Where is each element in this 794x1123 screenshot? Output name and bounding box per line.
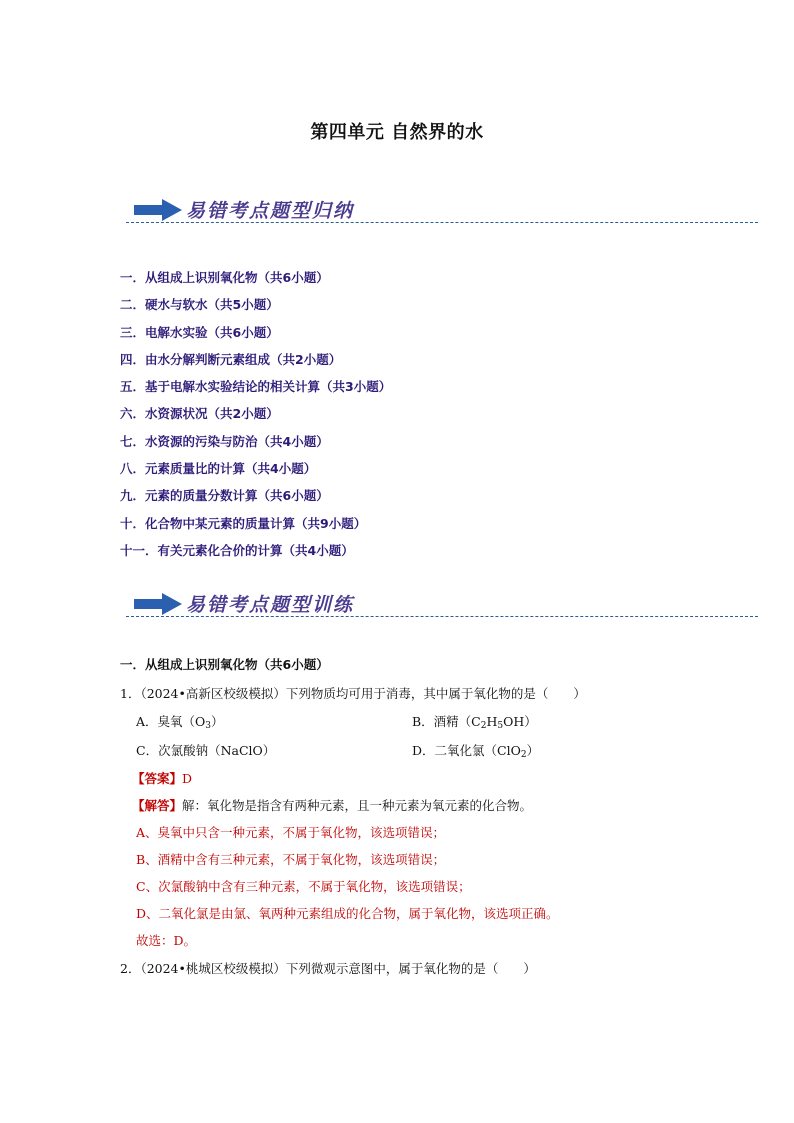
toc-item: 一．从组成上识别氧化物（共6小题） <box>120 270 329 285</box>
toc-item: 四．由水分解判断元素组成（共2小题） <box>120 351 342 367</box>
analysis-tag: 【解答】 <box>132 798 183 813</box>
summary-banner-text: 易错考点题型归纳 <box>186 200 355 222</box>
banner-divider <box>126 616 758 617</box>
section-heading: 一．从组成上识别氧化物（共6小题） <box>120 657 329 672</box>
toc-item: 五．基于电解水实验结论的相关计算（共3小题） <box>120 379 392 395</box>
explanation-d: D、二氧化氯是由氯、氧两种元素组成的化合物，属于氧化物，该选项正确。 <box>136 906 559 921</box>
training-banner <box>126 590 758 624</box>
topic-list <box>120 268 391 568</box>
toc-item: 九．元素的质量分数计算（共6小题） <box>120 488 329 504</box>
toc-item: 三．电解水实验（共6小题） <box>120 324 279 340</box>
toc-item: 十．化合物中某元素的质量计算（共9小题） <box>120 515 367 531</box>
choice-line: 故选：D。 <box>136 933 197 948</box>
toc-item: 七．水资源的污染与防治（共4小题） <box>120 433 329 449</box>
summary-banner <box>126 196 758 230</box>
toc-item: 十一．有关元素化合价的计算（共4小题） <box>120 542 354 558</box>
analysis-line <box>132 796 532 814</box>
explanation-a: A、臭氧中只含一种元素，不属于氧化物，该选项错误； <box>136 825 446 840</box>
right-arrow-icon <box>134 199 182 221</box>
answer-line <box>132 769 192 787</box>
toc-item: 八．元素质量比的计算（共4小题） <box>120 461 317 477</box>
training-banner-text: 易错考点题型训练 <box>186 594 355 616</box>
option-c: C．次氯酸钠（NaClO） <box>136 743 276 758</box>
option-d: D．二氧化氯（ClO$_2$） <box>412 743 540 760</box>
answer-value: D <box>182 771 193 786</box>
answer-tag: 【答案】 <box>132 771 183 786</box>
option-a: A．臭氧$(O_3)$ <box>136 714 224 731</box>
explanation-c: C、次氯酸钠中含有三种元素，不属于氧化物，该选项错误； <box>136 879 471 894</box>
banner-divider <box>126 222 758 223</box>
option-b: B．酒精$(C_2H_5OH)$ <box>412 714 537 731</box>
right-arrow-icon <box>134 593 182 615</box>
question-2-stem: 2．（2024•桃城区校级模拟）下列微观示意图中，属于氧化物的是（ ） <box>120 961 536 976</box>
question-1-stem: 1．（2024•高新区校级模拟）下列物质均可用于消毒，其中属于氧化物的是（ ） <box>120 686 586 701</box>
analysis-text: 解：氧化物是指含有两种元素，且一种元素为氧元素的化合物。 <box>182 798 533 813</box>
toc-item: 二．硬水与软水（共5小题） <box>120 297 279 313</box>
toc-item: 六．水资源状况（共2小题） <box>120 406 279 422</box>
explanation-b: B、酒精中含有三种元素，不属于氧化物，该选项错误； <box>136 852 446 867</box>
page-title: 第四单元 自然界的水 <box>310 122 484 143</box>
